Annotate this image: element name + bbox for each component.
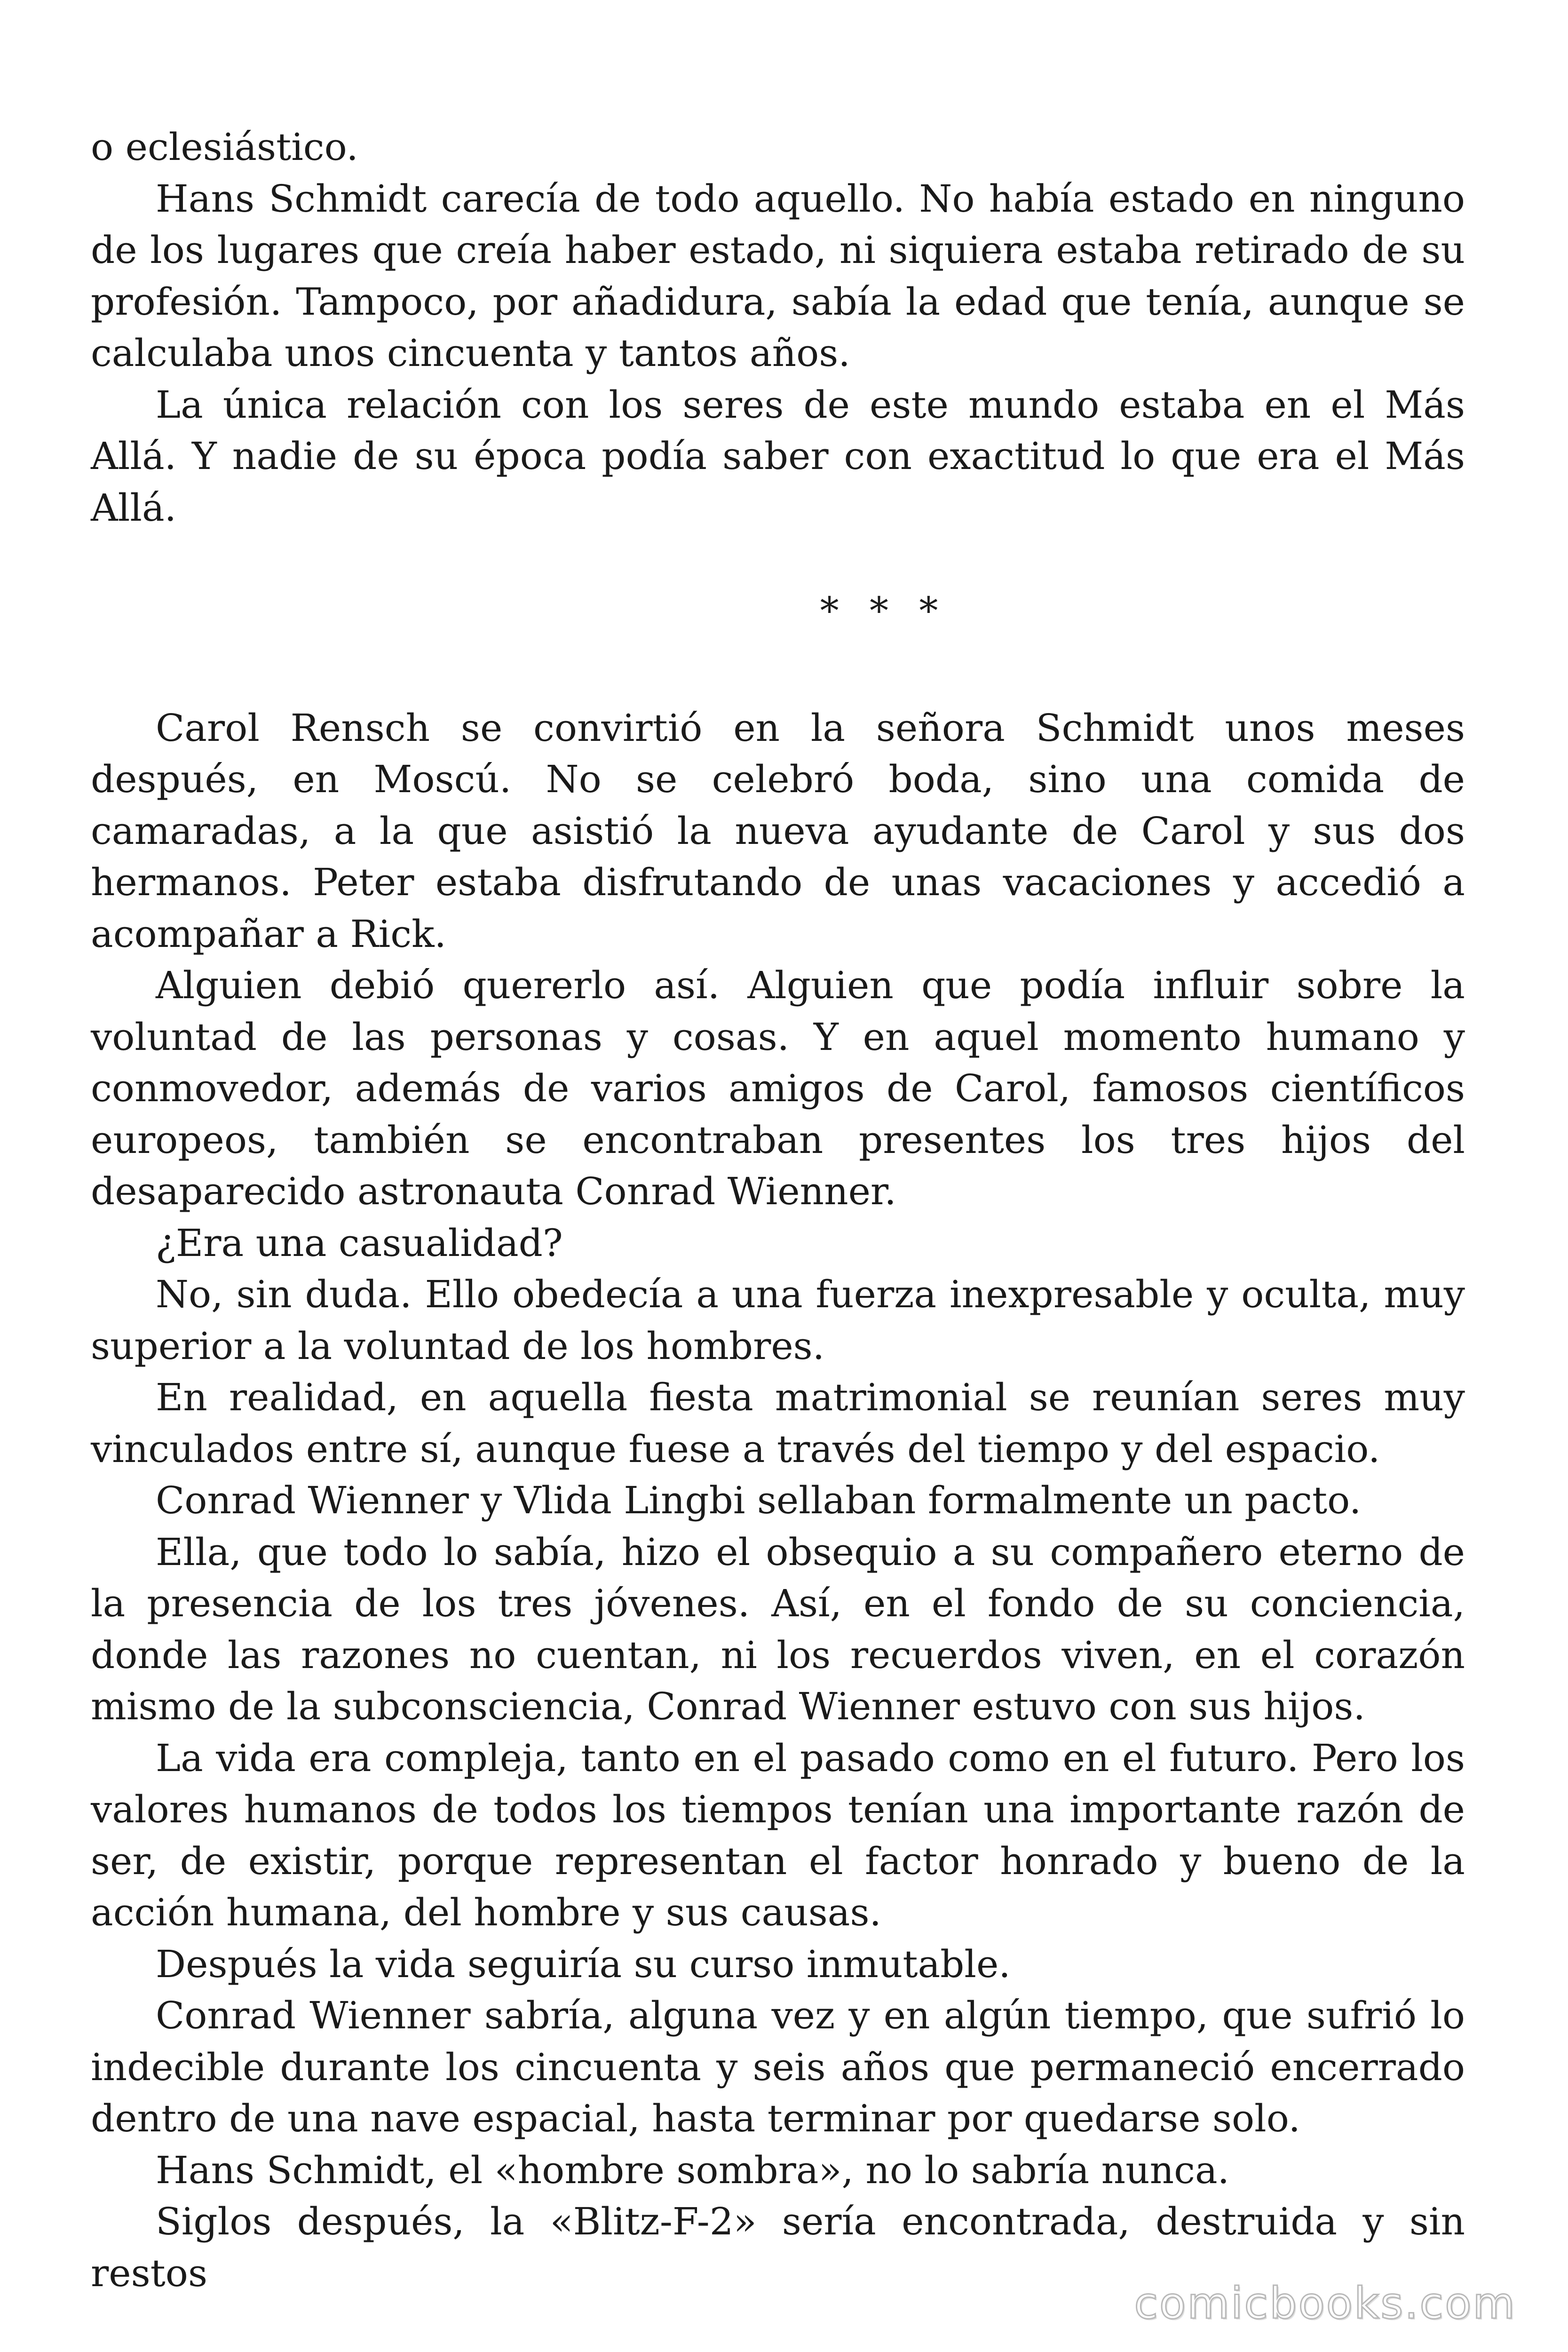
- paragraph: La vida era compleja, tanto en el pasado como en el futuro. Pero los valores humanos de todos los tiempos tenían una importante razón de ser, de existir, porque representan el factor honrado y bueno de la acción humana, del hombre y sus causas.: [91, 1736, 1465, 1934]
- paragraph: Alguien debió quererlo así. Alguien que podía influir sobre la voluntad de las personas y cosas. Y en aquel momento humano y conmovedor, además de varios amigos de Carol, famosos científicos europeos, también se encontraban presentes los tres hijos del desaparecido astronauta Conrad Wienner.: [91, 963, 1465, 1213]
- paragraph: Después la vida seguiría su curso inmutable.: [156, 1942, 1011, 1986]
- paragraph: Conrad Wienner y Vlida Lingbi sellaban formalmente un pacto.: [156, 1478, 1362, 1522]
- paragraph: Hans Schmidt carecía de todo aquello. No había estado en ninguno de los lugares que creía haber estado, ni siquiera estaba retirado de su profesión. Tampoco, por añadidura, sabía la edad que tenía, aunque se calculaba unos cincuenta y tantos años.: [91, 176, 1465, 375]
- paragraph: Hans Schmidt, el «hombre sombra», no lo sabría nunca.: [156, 2148, 1230, 2192]
- paragraph: En realidad, en aquella fiesta matrimonial se reunían seres muy vinculados entre sí, aunque fuese a través del tiempo y del espacio.: [91, 1375, 1465, 1471]
- paragraph: Ella, que todo lo sabía, hizo el obsequio a su compañero eterno de la presencia de los tres jóvenes. Así, en el fondo de su conciencia, donde las razones no cuentan, ni los recuerdos viven, en el corazón mismo de la subconsciencia, Conrad Wienner estuvo con sus hijos.: [91, 1530, 1465, 1728]
- paragraph: Carol Rensch se convirtió en la señora Schmidt unos meses después, en Moscú. No se celebró boda, sino una comida de camaradas, a la que asistió la nueva ayudante de Carol y sus dos hermanos. Peter estaba disfrutando de unas vacaciones y accedió a acompañar a Rick.: [91, 706, 1465, 956]
- spacer: [91, 688, 1465, 702]
- paragraph: La única relación con los seres de este mundo estaba en el Más Allá. Y nadie de su época podía saber con exactitud lo que era el Más Allá.: [91, 382, 1465, 530]
- paragraph: o eclesiástico.: [91, 125, 358, 169]
- paragraph: Siglos después, la «Blitz-F-2» sería encontrada, destruida y sin restos: [91, 2200, 1465, 2295]
- paragraph: ¿Era una casualidad?: [156, 1221, 563, 1265]
- paragraph: Conrad Wienner sabría, alguna vez y en algún tiempo, que sufrió lo indecible durante los cincuenta y seis años que permaneció encerrado dentro de una nave espacial, hasta terminar por quedarse solo.: [91, 1994, 1465, 2140]
- watermark: comicbooks.com: [1134, 2278, 1516, 2328]
- spacer: [91, 533, 1465, 585]
- spacer: [91, 636, 1465, 688]
- book-page: [91, 121, 1465, 2299]
- section-separator: * * *: [820, 588, 948, 633]
- paragraph: No, sin duda. Ello obedecía a una fuerza inexpresable y oculta, muy superior a la voluntad de los hombres.: [91, 1272, 1465, 1368]
